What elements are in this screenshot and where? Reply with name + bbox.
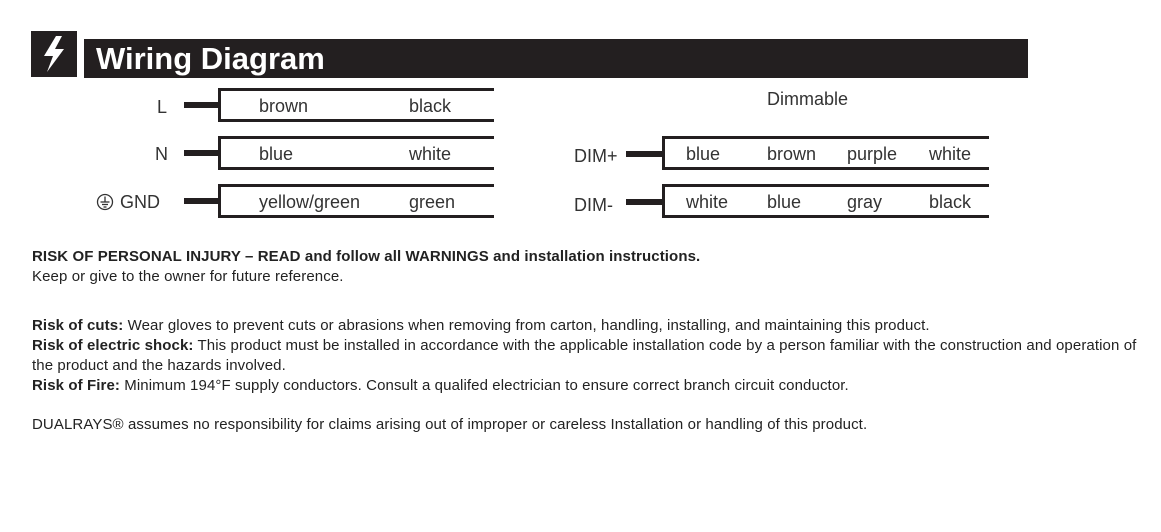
risk-list (32, 316, 1152, 396)
lightning-bolt-icon (31, 31, 77, 77)
wire-box-n (218, 136, 494, 170)
wire-color: blue (767, 192, 802, 212)
warning-block (32, 247, 1152, 287)
wire-color: white (929, 144, 972, 164)
wire-box-dim-minus (662, 184, 989, 218)
wire-box-dim-plus (662, 136, 989, 170)
keep-note: Keep or give to the owner for future reference. (32, 268, 344, 285)
wire-label-l: L (157, 97, 168, 117)
wire-color: brown (259, 96, 309, 116)
risk-cuts (32, 316, 1152, 336)
wire-color: black (409, 96, 452, 116)
page-title: Wiring Diagram (96, 41, 325, 76)
wire-label-dim-minus: DIM- (574, 195, 613, 215)
wire-stub (184, 150, 220, 156)
wire-label-dim-plus: DIM+ (574, 146, 618, 166)
wire-color: white (686, 192, 729, 212)
wire-box-gnd (218, 184, 494, 218)
risk-text: Wear gloves to prevent cuts or abrasions when removing from carton, handling, installing, and maintaining this product. (123, 317, 930, 334)
risk-label: Risk of cuts: (32, 317, 124, 334)
wire-stub (184, 198, 220, 204)
wire-color: white (409, 144, 452, 164)
wire-box-l (218, 88, 494, 122)
wire-color: blue (259, 144, 294, 164)
wire-label-n: N (155, 144, 168, 164)
risk-text: Minimum 194°F supply conductors. Consult a qualifed electrician to ensure correct branch circuit conductor. (119, 377, 849, 394)
wire-color: green (409, 192, 456, 212)
wire-stub (184, 102, 220, 108)
wire-color: yellow/green (259, 192, 361, 212)
wire-stub (626, 151, 664, 157)
wire-color: brown (767, 144, 817, 164)
risk-text: This product must be installed in accordance with the applicable installation code by a person familiar with the construction and operation of the product and the hazards involved. (32, 337, 1137, 374)
risk-electric-shock (32, 336, 1152, 376)
warning-headline: RISK OF PERSONAL INJURY – READ and follow all WARNINGS and installation instructions. (32, 248, 701, 265)
ground-symbol-icon (96, 193, 114, 211)
wire-color: blue (686, 144, 721, 164)
wire-stub (626, 199, 664, 205)
wire-label-gnd: GND (120, 192, 160, 212)
risk-label: Risk of Fire: (32, 377, 120, 394)
wire-color: purple (847, 144, 898, 164)
risk-fire (32, 376, 1152, 396)
wire-color: black (929, 192, 972, 212)
dimmable-title: Dimmable (767, 89, 849, 109)
header-bar (84, 39, 1028, 78)
disclaimer: DUALRAYS® assumes no responsibility for claims arising out of improper or careless Installation or handling of this product. (32, 416, 868, 433)
risk-label: Risk of electric shock: (32, 337, 194, 354)
wire-color: gray (847, 192, 883, 212)
